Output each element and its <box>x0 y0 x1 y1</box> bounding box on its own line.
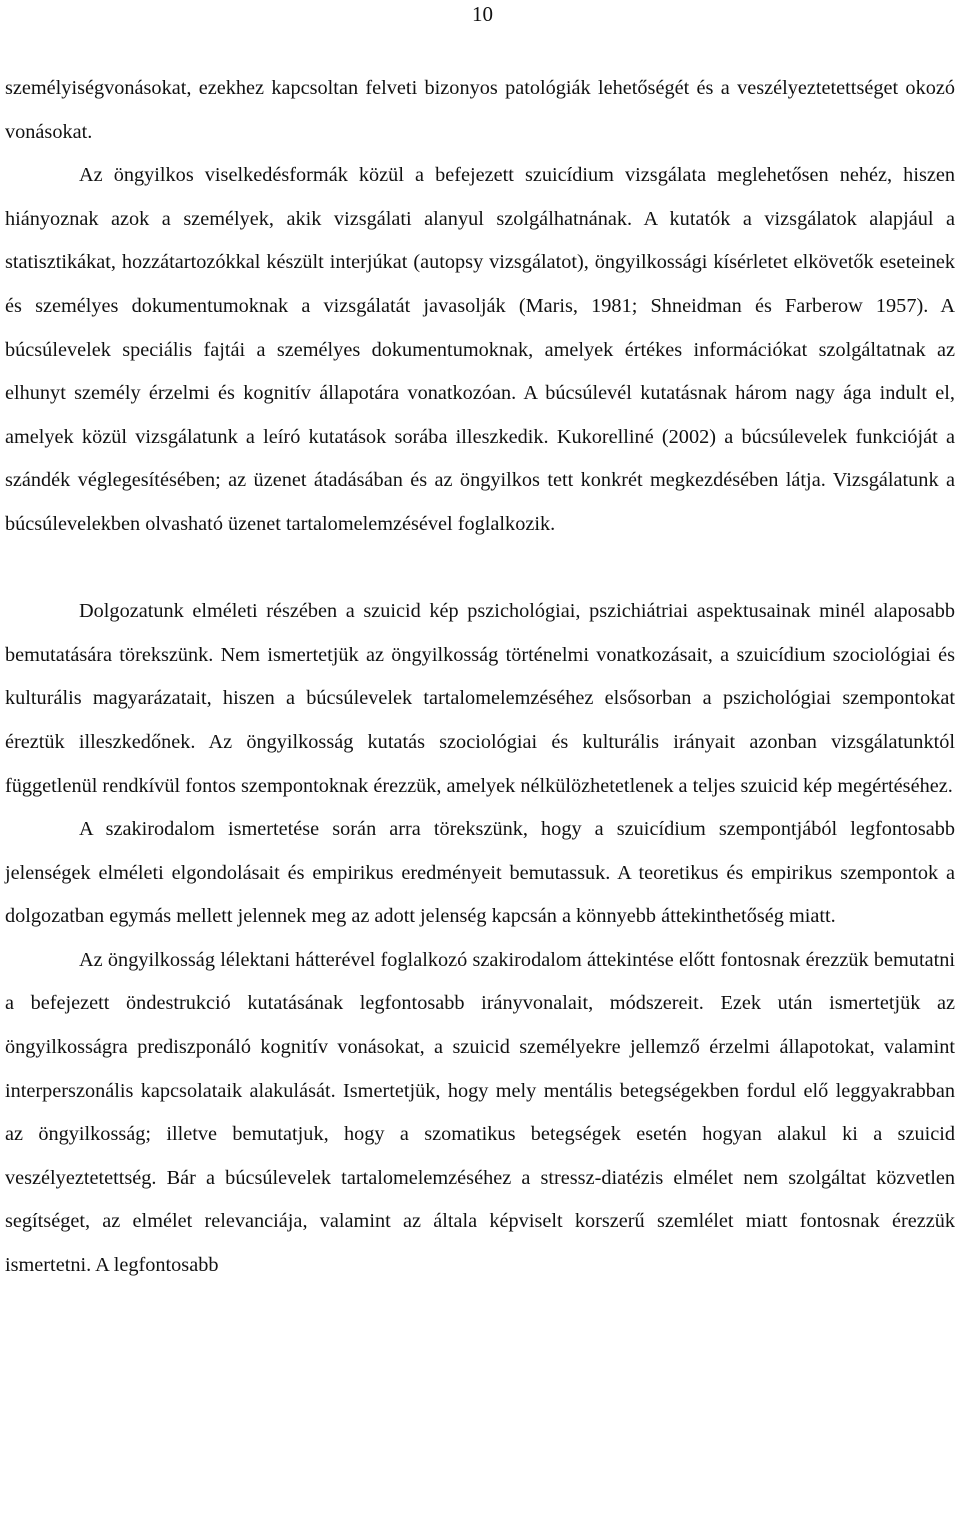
paragraph-research-methods: Az öngyilkos viselkedésformák közül a befejezett szuicídium vizsgálata meglehetősen nehéz, hiszen hiányoznak azok a személyek, akik vizsgálati alanyul szolgálhatnának. A kutatók a vizsgálatok alapjául a statisztikákat, hozzátartozókkal készült interjúkat (autopsy vizsgálatot), öngyilkossági kísérletet elkövetők eseteinek és személyes dokumentumoknak a vizsgálatát javasolják (Maris, 1981; Shneidman és Farberow 1957). A búcsúlevelek speciális fajtái a személyes dokumentumoknak, amelyek értékes információkat szolgáltatnak az elhunyt személy érzelmi és kognitív állapotára vonatkozóan. A búcsúlevél kutatásnak három nagy ága indult el, amelyek közül vizsgálatunk a leíró kutatások sorába illeszkedik. Kukorelliné (2002) a búcsúlevelek funkcióját a szándék véglegesítésében; az üzenet átadásában és az öngyilkos tett konkrét megkezdésében látja. Vizsgálatunk a búcsúlevelekben olvasható üzenet tartalomelemzésével foglalkozik. <box>5 164 955 535</box>
body-text <box>5 67 955 1288</box>
paragraph-overview: Az öngyilkosság lélektani hátterével foglalkozó szakirodalom áttekintése előtt fontosnak érezzük bemutatni a befejezett öndestrukció kutatásának legfontosabb irányvonalait, módszereit. Ezek után ismertetjük az öngyilkosságra prediszponáló kognitív vonásokat, a szuicid személyekre jellemző érzelmi állapotokat, valamint interperszonális kapcsolataik alakulását. Ismertetjük, hogy mely mentális betegségekben fordul elő leggyakrabban az öngyilkosság; illetve bemutatjuk, hogy a szomatikus betegségek esetén hogyan alakul ki a szuicid veszélyeztetettség. Bár a búcsúlevelek tartalomelemzéséhez a stressz-diatézis elmélet nem szolgáltat közvetlen segítséget, az elmélet relevanciája, valamint az általa képviselt korszerű szemlélet miatt fontosnak érezzük ismertetni. A legfontosabb <box>5 948 955 1277</box>
paragraph-literature-review: A szakirodalom ismertetése során arra törekszünk, hogy a szuicídium szempontjából legfontosabb jelenségek elméleti elgondolásait és empirikus eredményeit bemutassuk. A teoretikus és empirikus szempontok a dolgozatban egymás mellett jelennek meg az adott jelenség kapcsán a könnyebb áttekinthetőség miatt. <box>5 818 955 928</box>
paragraph-theoretical-aims: Dolgozatunk elméleti részében a szuicid kép pszichológiai, pszichiátriai aspektusainak minél alaposabb bemutatására törekszünk. Nem ismertetjük az öngyilkosság történelmi vonatkozásait, a szuicídium szociológiai és kulturális magyarázatait, hiszen a búcsúlevelek tartalomelemzéséhez elsősorban a pszichológiai szempontokat éreztük illeszkedőnek. Az öngyilkosság kutatás szociológiai és kulturális irányait azonban vizsgálatunktól függetlenül rendkívül fontos szempontoknak érezzük, amelyek nélkülözhetetlenek a teljes szuicid kép megértéséhez. <box>5 600 955 797</box>
page-number: 10 <box>472 2 493 26</box>
paragraph-continuation: személyiségvonásokat, ezekhez kapcsoltan felveti bizonyos patológiák lehetőségét és a veszélyeztetettséget okozó vonásokat. <box>5 77 955 143</box>
